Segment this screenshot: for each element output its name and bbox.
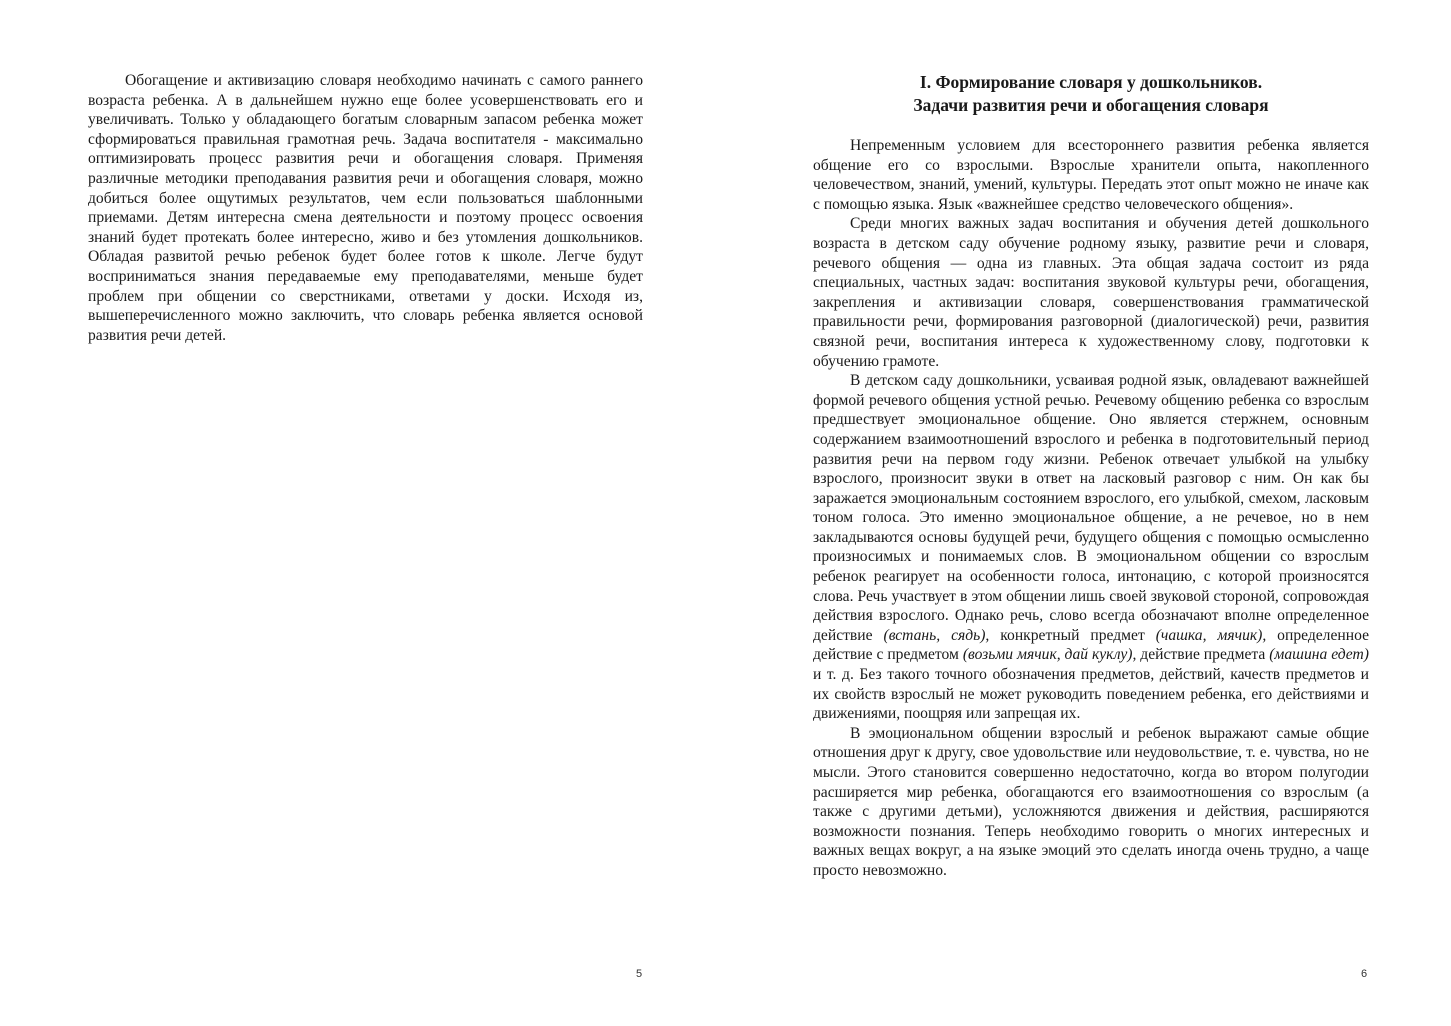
italic-example: (чашка, мячик), [1155, 626, 1267, 644]
page-number-right: 6 [1361, 968, 1368, 980]
italic-example: (машина едет) [1269, 646, 1369, 664]
left-page-text [88, 71, 643, 345]
paragraph [813, 371, 1369, 724]
right-page [725, 0, 1451, 1026]
left-page [0, 0, 725, 1026]
chapter-heading-line2: Задачи развития речи и обогащения словаря [913, 95, 1269, 115]
paragraph: Обогащение и активизацию словаря необходимо начинать с самого раннего возраста ребенка. А в дальнейшем нужно еще более усовершенствовать его и увеличивать. Только у обладающего богатым словарным запасом ребенка может сформироваться правильная грамотная речь. Задача воспитателя - максимально оптимизировать процесс развития речи и обогащения словаря. Применяя различные методики преподавания развития речи и обогащения словаря, можно добиться более ощутимых результатов, чем если пользоваться шаблонными приемами. Детям интересна смена деятельности и поэтому процесс освоения знаний будет протекать более интересно, живо и без утомления дошкольников. Обладая развитой речью ребенок будет более готов к школе. Легче будут восприниматься знания передаваемые ему преподавателями, меньше будет проблем при общении со сверстниками, ответами у доски. Исходя из, вышеперечисленного можно заключить, что словарь ребенка является основой развития речи детей. [88, 72, 643, 344]
text-run: определенное действие с предметом [813, 626, 1369, 664]
italic-example: (возьми мячик, дай куклу), [962, 646, 1137, 664]
right-page-text [813, 136, 1369, 881]
chapter-heading-line1: I. Формирование словаря у дошкольников. [919, 72, 1263, 92]
italic-example: (встань, сядь), [883, 626, 990, 644]
page-number-left: 5 [636, 968, 643, 980]
text-run: и т. д. Без такого точного обозначения предметов, действий, качеств предметов и их свойств взрослый не может руководить поведением ребенка, его действиями и движениями, поощряя или запрещая их. [813, 666, 1369, 723]
paragraph: Непременным условием для всестороннего развития ребенка является общение его со взрослыми. Взрослые хранители опыта, накопленного человечеством, знаний, умений, культуры. Передать этот опыт можно не иначе как с помощью языка. Язык «важнейшее средство человеческого общения». [813, 137, 1369, 213]
paragraph: Среди многих важных задач воспитания и обучения детей дошкольного возраста в детском саду обучение родному языку, развитие речи и словаря, речевого общения — одна из главных. Эта общая задача состоит из ряда специальных, частных задач: воспитания звуковой культуры речи, обогащения, закрепления и активизации словаря, совершенствования грамматической правильности речи, формирования разговорной (диалогической) речи, развития связной речи, воспитания интереса к художественному слову, подготовки к обучению грамоте. [813, 215, 1369, 370]
text-run: конкретный предмет [989, 626, 1156, 644]
text-run: действие предмета [1136, 646, 1270, 664]
chapter-heading [813, 71, 1369, 117]
text-run: В детском саду дошкольники, усваивая родной язык, овладевают важнейшей формой речевого общения устной речью. Речевому общению ребенка со взрослым предшествует эмоциональное общение. Оно является стержнем, основным содержанием взаимоотношений взрослого и ребенка в подготовительный период развития речи на первом году жизни. Ребенок отвечает улыбкой на улыбку взрослого, произносит звуки в ответ на ласковый разговор с ним. Он как бы заражается эмоциональным состоянием взрослого, его улыбкой, смехом, ласковым тоном голоса. Это именно эмоциональное общение, а не речевое, но в нем закладываются основы будущей речи, будущего общения с помощью осмысленно произносимых и понимаемых слов. В эмоциональном общении со взрослым ребенок реагирует на особенности голоса, интонацию, с которой произносятся слова. Речь участвует в этом общении лишь своей звуковой стороной, сопровождая действия взрослого. Однако речь, слово всегда обозначают вполне определенное действие [813, 372, 1369, 644]
paragraph: В эмоциональном общении взрослый и ребенок выражают самые общие отношения друг к другу, свое удовольствие или неудовольствие, т. е. чувства, но не мысли. Этого становится совершенно недостаточно, когда во втором полугодии расширяется мир ребенка, обогащаются его взаимоотношения со взрослым (а также с другими детьми), усложняются движения и действия, расширяются возможности познания. Теперь необходимо говорить о многих интересных и важных вещах вокруг, а на языке эмоций это сделать иногда очень трудно, а чаще просто невозможно. [813, 724, 1369, 879]
